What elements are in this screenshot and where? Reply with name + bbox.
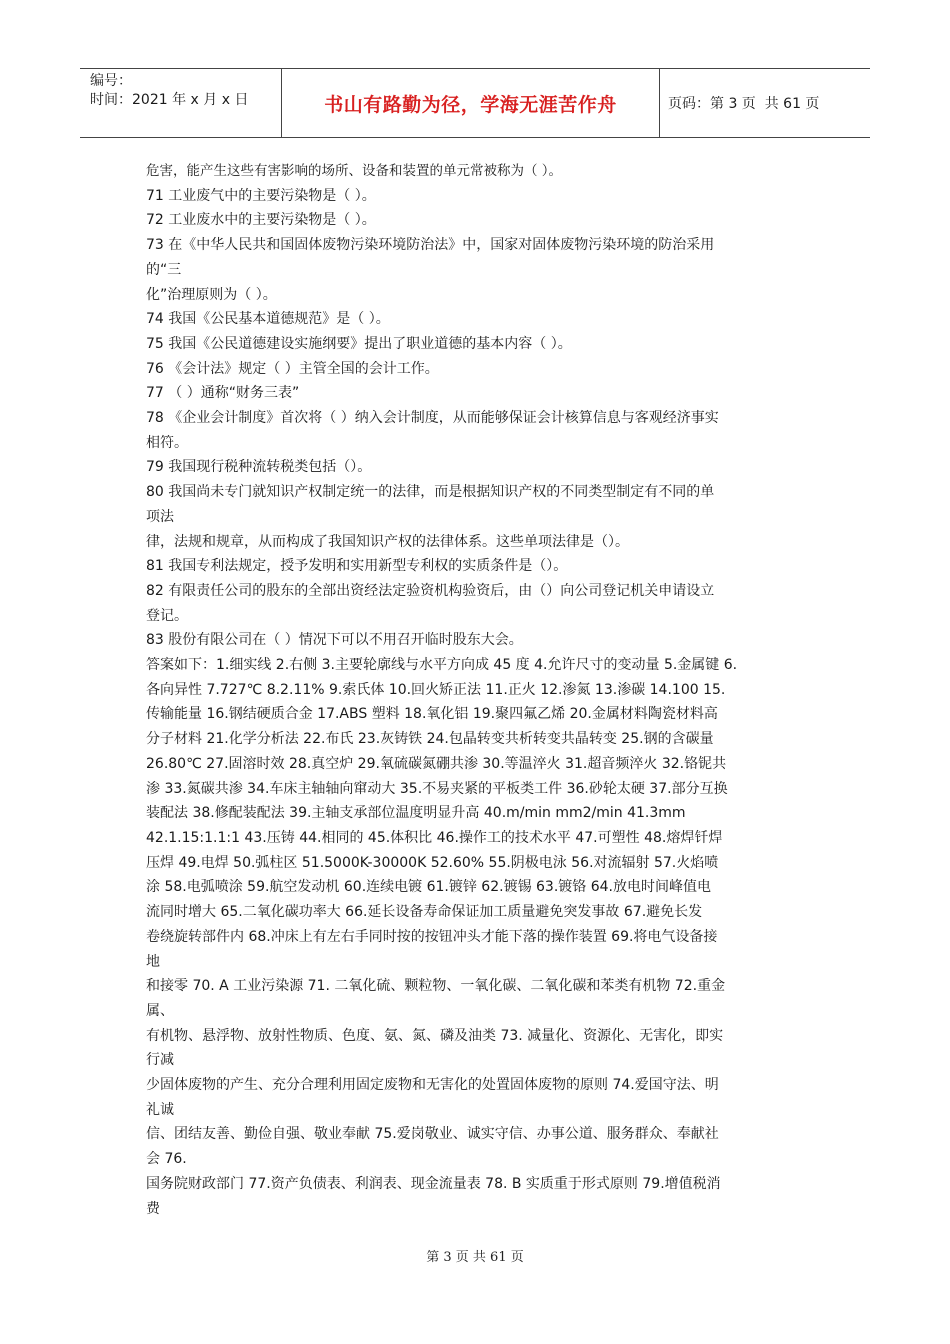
- text-line: 77 （ ）通称“财务三表”: [146, 385, 300, 402]
- text-line: 72 工业废水中的主要污染物是（ ）。: [146, 212, 376, 229]
- header-page-info: [660, 69, 870, 137]
- text-line: 渗 33.氮碳共渗 34.车床主轴轴向窜动大 35.不易夹紧的平板类工件 36.砂轮太硬 37.部分互换: [146, 780, 728, 797]
- text-line: 75 我国《公民道德建设实施纲要》提出了职业道德的基本内容（ ）。: [146, 335, 572, 352]
- text-line: 涂 58.电弧喷涂 59.航空发动机 60.连续电镀 61.镀锌 62.镀锡 63.镀铬 64.放电时间峰值电: [146, 879, 712, 896]
- text-line: 76 《会计法》规定（ ）主管全国的会计工作。: [146, 360, 439, 377]
- text-line: 卷绕旋转部件内 68.冲床上有左右手同时按的按钮冲头才能下落的操作装置 69.将电气设备接: [146, 928, 718, 945]
- text-line: 71 工业废气中的主要污染物是（ ）。: [146, 187, 376, 204]
- document-number-label: 编号：: [90, 73, 132, 89]
- text-line: 78 《企业会计制度》首次将（ ）纳入会计制度，从而能够保证会计核算信息与客观经济事实: [146, 410, 719, 427]
- text-line: 律，法规和规章，从而构成了我国知识产权的法律体系。这些单项法律是（）。: [146, 533, 629, 550]
- text-line: 项法: [146, 508, 174, 525]
- text-line: 73 在《中华人民共和国固体废物污染环境防治法》中，国家对固体废物污染环境的防治采用: [146, 237, 715, 254]
- text-line: 79 我国现行税种流转税类包括（）。: [146, 459, 372, 476]
- text-line: 和接零 70. A 工业污染源 71. 二氧化硫、颗粒物、一氧化碳、二氧化碳和苯类有机物 72.重金: [146, 978, 726, 995]
- text-line: 各向异性 7.727℃ 8.2.11% 9.索氏体 10.回火矫正法 11.正火 12.渗氮 13.渗碳 14.100 15.: [146, 681, 726, 698]
- header-meta: [80, 69, 282, 137]
- text-line: 相符。: [146, 434, 188, 451]
- text-line: 传输能量 16.钢结硬质合金 17.ABS 塑料 18.氧化铝 19.聚四氟乙烯 20.金属材料陶瓷材料高: [146, 706, 718, 723]
- text-line: 信、团结友善、勤俭自强、敬业奉献 75.爱岗敬业、诚实守信、办事公道、服务群众、奉献社: [146, 1126, 719, 1143]
- text-line: 80 我国尚未专门就知识产权制定统一的法律，而是根据知识产权的不同类型制定有不同的单: [146, 484, 715, 501]
- text-line: 少固体废物的产生、充分合理利用固定废物和无害化的处置固体废物的原则 74.爱国守法、明: [146, 1077, 719, 1094]
- text-line: 答案如下：1.细实线 2.右侧 3.主要轮廓线与水平方向成 45 度 4.允许尺寸的变动量 5.金属键 6.: [146, 657, 738, 674]
- text-line: 74 我国《公民基本道德规范》是（ ）。: [146, 311, 390, 328]
- document-body: [146, 159, 806, 1221]
- text-line: 有机物、悬浮物、放射性物质、色度、氨、氮、磷及油类 73. 减量化、资源化、无害化，即实: [146, 1027, 724, 1044]
- text-line: 压焊 49.电焊 50.弧柱区 51.5000K-30000K 52.60% 55.阴极电泳 56.对流辐射 57.火焰喷: [146, 854, 719, 871]
- text-line: 82 有限责任公司的股东的全部出资经法定验资机构验资后，由（）向公司登记机关申请设立: [146, 582, 715, 599]
- text-line: 地: [146, 953, 160, 970]
- text-line: 国务院财政部门 77.资产负债表、利润表、现金流量表 78. B 实质重于形式原则 79.增值税消: [146, 1175, 721, 1192]
- text-line: 26.80℃ 27.固溶时效 28.真空炉 29.氧硫碳氮硼共渗 30.等温淬火 31.超音频淬火 32.铬铌共: [146, 755, 727, 772]
- text-line: 属、: [146, 1002, 174, 1019]
- text-line: 化”治理原则为（ ）。: [146, 286, 277, 303]
- page-header: [80, 68, 870, 138]
- document-date: 时间：2021 年 x 月 x 日: [90, 92, 249, 108]
- text-line: 81 我国专利法规定，授予发明和实用新型专利权的实质条件是（）。: [146, 558, 568, 575]
- header-motto: 书山有路勤为径，学海无涯苦作舟: [282, 69, 660, 137]
- text-line: 流同时增大 65.二氧化碳功率大 66.延长设备寿命保证加工质量避免突发事故 67.避免长发: [146, 904, 703, 921]
- page-info-text: 页码：第 3 页 共 61 页: [668, 96, 820, 112]
- page-footer: [0, 1246, 950, 1265]
- text-line: 83 股份有限公司在（ ）情况下可以不用召开临时股东大会。: [146, 632, 523, 649]
- footer-page-number: 第 3 页 共 61 页: [426, 1250, 524, 1265]
- text-line: 费: [146, 1200, 160, 1217]
- text-line: 42.1.15:1.1:1 43.压铸 44.相同的 45.体积比 46.操作工的技术水平 47.可塑性 48.熔焊钎焊: [146, 829, 723, 846]
- text-line: 的“三: [146, 261, 182, 278]
- text-line: 登记。: [146, 607, 188, 624]
- text-line: 装配法 38.修配装配法 39.主轴支承部位温度明显升高 40.m/min mm2/min 41.3mm: [146, 805, 686, 822]
- text-line: 会 76.: [146, 1151, 187, 1168]
- text-line: 危害，能产生这些有害影响的场所、设备和装置的单元常被称为（ ）。: [146, 163, 563, 179]
- text-line: 分子材料 21.化学分析法 22.布氏 23.灰铸铁 24.包晶转变共析转变共晶转变 25.钢的含碳量: [146, 731, 714, 748]
- text-line: 行减: [146, 1052, 174, 1069]
- text-line: 礼诚: [146, 1101, 174, 1118]
